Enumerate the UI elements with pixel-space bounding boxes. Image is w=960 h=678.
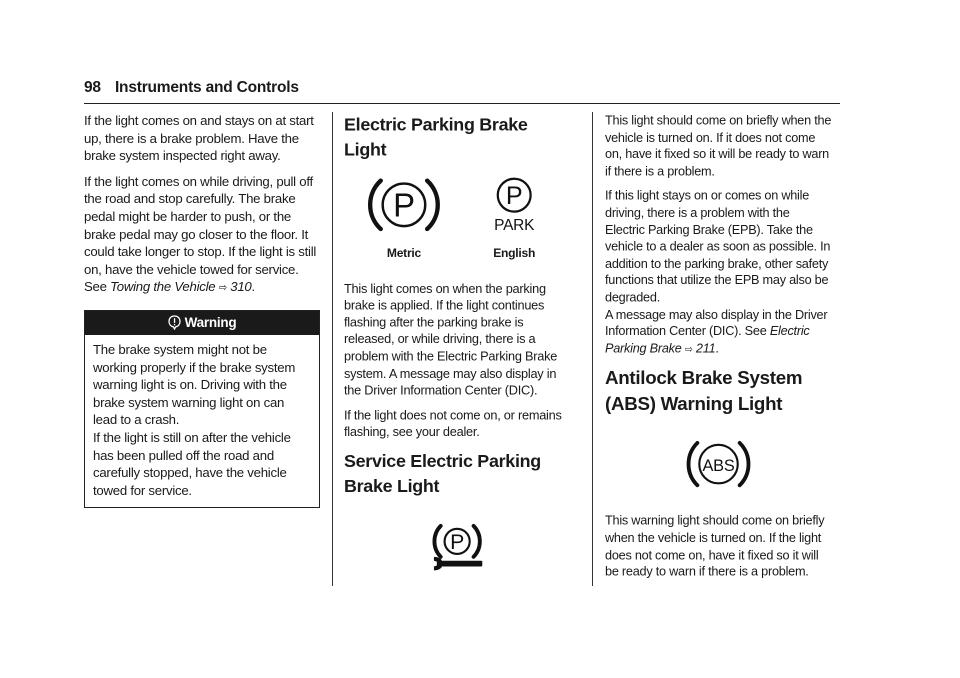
- svg-text:ABS: ABS: [702, 457, 735, 476]
- paragraph: If this light stays on or comes on while driving, there is a problem with the Electric Parking Brake (EPB). Take the vehicle to a dealer as soon as possible. In addition to the parking brake, other safety functions that utilize the EPB may also be degraded.: [605, 188, 831, 305]
- paragraph-end: .: [715, 340, 719, 356]
- cross-reference-page[interactable]: 310: [230, 279, 252, 295]
- english-label: English: [493, 246, 536, 260]
- section-title: Instruments and Controls: [114, 79, 299, 96]
- warning-paragraph: The brake system might not be working properly if the brake system warning light is on. Driving with the brake system warning light on can lead to a crash.: [93, 341, 296, 428]
- paragraph: This warning light should come on briefly when the vehicle is turned on. If the light does not come on, have it fixed so it will be ready to warn if there is a problem.: [605, 513, 825, 579]
- svg-text:P: P: [450, 530, 465, 555]
- page-arrow-icon: ⇨: [218, 282, 227, 295]
- warning-body: [85, 335, 319, 507]
- column-divider: [592, 112, 593, 586]
- cross-reference-page[interactable]: 211: [695, 340, 716, 356]
- page-header: [84, 79, 840, 97]
- page-arrow-icon: ⇨: [684, 343, 693, 356]
- warning-box: [84, 310, 320, 508]
- section-heading: Electric Parking Brake Light: [344, 113, 528, 160]
- warning-icon: [168, 315, 181, 330]
- service-parking-brake-icon: [424, 520, 492, 574]
- paragraph: This light comes on when the parking brake is applied. If the light continues flashing after the parking brake is released, or while driving, there is a problem with the Electric Parking Brake system. A message may also display in the Driver Information Center (DIC).: [344, 280, 558, 398]
- svg-text:P: P: [505, 181, 523, 210]
- abs-icon-wrap: [605, 437, 832, 491]
- page-number: 98: [84, 79, 101, 96]
- cross-reference-link[interactable]: Towing the Vehicle: [110, 279, 216, 295]
- svg-text:PARK: PARK: [494, 216, 535, 234]
- column-divider: [332, 112, 333, 586]
- paragraph-end: .: [251, 279, 255, 295]
- service-icon-wrap: [344, 520, 572, 574]
- warning-header: [85, 311, 319, 335]
- paragraph: [84, 173, 320, 298]
- column-3: [605, 112, 832, 588]
- english-icon-cell: [476, 174, 553, 263]
- paragraph-text: If the light comes on while driving, pull off the road and stop carefully. The brake pedal might be harder to push, or the brake pedal may go closer to the floor. It could take longer to stop. If the light is still on, have the vehicle towed for service. See: [84, 173, 317, 295]
- section-heading: Service Electric Parking Brake Light: [344, 450, 541, 496]
- metric-icon-cell: [365, 174, 442, 263]
- paragraph: [605, 306, 832, 359]
- svg-text:P: P: [393, 186, 415, 224]
- parking-brake-english-icon: [485, 174, 543, 236]
- paragraph: This light should come on briefly when the vehicle is turned on. If it does not come on, have it fixed so it will be ready to warn if there is a problem.: [605, 112, 832, 179]
- warning-paragraph: If the light is still on after the vehicle has been pulled off the road and carefully stopped, have the vehicle towed for service.: [93, 429, 291, 498]
- header-rule: [84, 103, 840, 104]
- column-1: [84, 112, 320, 508]
- paragraph: If the light comes on and stays on at start up, there is a brake problem. Have the brake system inspected right away.: [84, 113, 314, 164]
- column-2: [344, 112, 572, 588]
- section-heading: Antilock Brake System (ABS) Warning Light: [605, 368, 803, 416]
- parking-brake-icons: [344, 174, 572, 263]
- abs-warning-icon: [685, 437, 752, 491]
- cross-reference-link[interactable]: Electric Parking Brake: [605, 323, 810, 356]
- paragraph: If the light does not come on, or remains flashing, see your dealer.: [344, 407, 562, 440]
- paragraph-text: A message may also display in the Driver Information Center (DIC). See: [605, 306, 828, 339]
- warning-title: Warning: [184, 314, 237, 330]
- parking-brake-metric-icon: [367, 174, 440, 236]
- metric-label: Metric: [386, 246, 422, 260]
